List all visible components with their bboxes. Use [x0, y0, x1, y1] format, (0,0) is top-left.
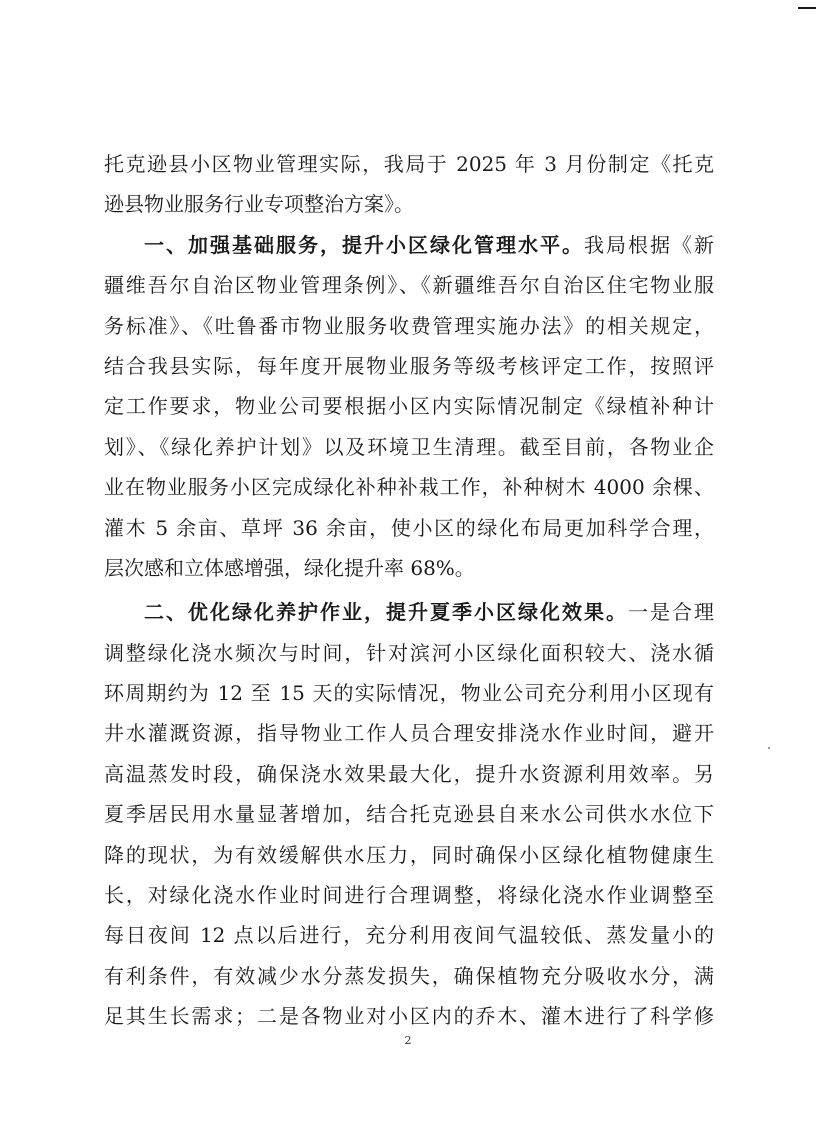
paragraph-2-line-5: [104, 386, 714, 426]
paragraph-2-line-1: [104, 225, 714, 265]
page-number: 2: [404, 1034, 412, 1047]
paragraph-2-line-7: [104, 467, 714, 507]
paragraph-3-line-6: [104, 794, 714, 834]
line-text: 层次感和立体感增强，绿化提升率 68%。: [104, 555, 475, 580]
paragraph-1-line-1: [104, 144, 714, 184]
paragraph-2-line-3: [104, 306, 714, 346]
paragraph-3-line-7: [104, 835, 714, 875]
line-text: 结合我县实际，每年度开展物业服务等级考核评定工作，按照评: [104, 353, 714, 378]
paragraph-3-line-4: [104, 713, 714, 753]
scan-speck: [768, 747, 770, 749]
paragraph-2-line-4: [104, 346, 714, 386]
line-text: 灌木 5 余亩、草坪 36 余亩，使小区的绿化布局更加科学合理，: [104, 515, 714, 540]
paragraph-3-line-2: [104, 633, 714, 673]
line-text: 夏季居民用水量显著增加，结合托克逊县自来水公司供水水位下: [104, 802, 714, 827]
line-text: 业在物业服务小区完成绿化补种补栽工作，补种树木 4000 余棵、: [104, 475, 714, 500]
document-body: [104, 144, 714, 1037]
line-text: 井水灌溉资源，指导物业工作人员合理安排浇水作业时间，避开: [104, 721, 714, 746]
paragraph-1-line-2: [104, 184, 714, 224]
paragraph-3-line-10: [104, 956, 714, 996]
line-text: 托克逊县小区物业管理实际，我局于 2025 年 3 月份制定《托克: [104, 152, 714, 176]
section-heading-1: 一、加强基础服务，提升小区绿化管理水平。: [144, 232, 584, 257]
paragraph-3-line-9: [104, 915, 714, 955]
line-text: 长，对绿化浇水作业时间进行合理调整，将绿化浇水作业调整至: [104, 883, 714, 908]
paragraph-2-line-9: [104, 548, 714, 588]
line-text: 划》、《绿化养护计划》以及环境卫生清理。截至目前，各物业企: [104, 434, 714, 459]
paragraph-3-line-1: [104, 592, 714, 632]
line-text: 疆维吾尔自治区物业管理条例》、《新疆维吾尔自治区住宅物业服: [104, 273, 714, 298]
line-text: 每日夜间 12 点以后进行，充分利用夜间气温较低、蒸发量小的: [104, 923, 714, 948]
line-text: 一是合理: [628, 600, 714, 625]
line-text: 务标准》、《吐鲁番市物业服务收费管理实施办法》的相关规定，: [104, 313, 714, 338]
paragraph-3-line-5: [104, 754, 714, 794]
section-heading-2: 二、优化绿化养护作业，提升夏季小区绿化效果。: [144, 600, 628, 625]
paragraph-2-line-8: [104, 508, 714, 548]
line-text: 定工作要求，物业公司要根据小区内实际情况制定《绿植补种计: [104, 394, 714, 419]
paragraph-2-line-2: [104, 265, 714, 305]
scan-corner-mark: [798, 7, 816, 9]
paragraph-2-line-6: [104, 427, 714, 467]
line-text: 足其生长需求；二是各物业对小区内的乔木、灌木进行了科学修: [104, 1004, 714, 1029]
line-text: 高温蒸发时段，确保浇水效果最大化，提升水资源利用效率。另: [104, 761, 714, 786]
line-text: 降的现状，为有效缓解供水压力，同时确保小区绿化植物健康生: [104, 842, 714, 867]
paragraph-3-line-3: [104, 673, 714, 713]
line-text: 环周期约为 12 至 15 天的实际情况，物业公司充分利用小区现有: [104, 681, 714, 706]
line-text: 我局根据《新: [584, 232, 714, 257]
line-text: 调整绿化浇水频次与时间，针对滨河小区绿化面积较大、浇水循: [104, 640, 714, 665]
line-text: 逊县物业服务行业专项整治方案》。: [104, 192, 414, 217]
line-text: 有利条件，有效减少水分蒸发损失，确保植物充分吸收水分，满: [104, 963, 714, 988]
paragraph-3-line-8: [104, 875, 714, 915]
paragraph-3-line-11: [104, 996, 714, 1036]
